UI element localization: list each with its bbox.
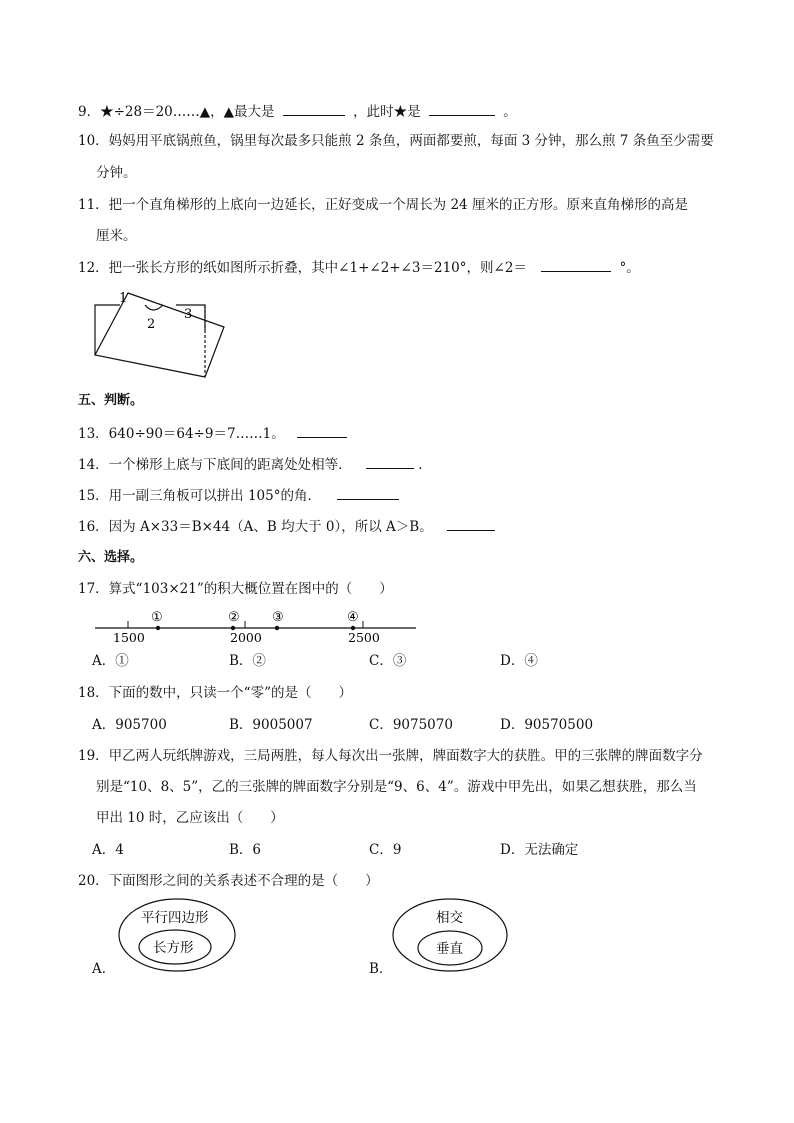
point-2 [231,626,235,630]
option-b-inner-ellipse [418,931,482,965]
question-11-line-2: 厘米。 [96,228,137,244]
q9-text-b: ，此时★是 [353,104,421,120]
q14-text-a: 14．一个梯形上底与下底间的距离处处相等． [78,457,352,473]
angle-label-2: 2 [147,317,156,332]
tick-label-2500: 2500 [348,630,380,645]
q18-option-a[interactable]: A．905700 [92,717,167,733]
q13-blank[interactable] [297,423,347,438]
angle-label-1: 1 [119,291,128,306]
question-18: 18．下面的数中，只读一个“零”的是（ ） [78,685,352,701]
q9-text-c: 。 [503,104,517,120]
question-12 [78,257,640,278]
question-10-line-1: 10．妈妈用平底锅煎鱼，锅里每次最多只能煎 2 条鱼，两面都要煎，每面 3 分钟，那么煎 7 条鱼至少需要 [78,133,714,149]
question-16 [78,516,495,537]
point-label-3: ③ [272,610,284,625]
point-label-4: ④ [347,610,359,625]
question-13 [78,423,347,444]
q15-blank[interactable] [337,485,399,500]
point-3 [275,626,279,630]
q16-text: 16．因为 A×33＝B×44（A、B 均大于 0），所以 A＞B。 [78,519,433,535]
tick-label-1500: 1500 [113,630,145,645]
q19-option-a[interactable]: A．4 [92,842,124,858]
angle-2-arc [145,305,163,310]
q19-option-b[interactable]: B．6 [229,842,262,858]
question-9 [78,101,517,122]
q17-option-b[interactable]: B．② [229,653,266,669]
q13-text: 13．640÷90＝64÷9＝7……1。 [78,426,285,442]
rectangle-outline [95,305,120,355]
q9-blank-2[interactable] [429,101,495,116]
point-label-2: ② [228,610,240,625]
q19-option-c[interactable]: C．9 [369,842,402,858]
q20-option-a-label[interactable]: A． [92,961,116,977]
q14-blank[interactable] [366,454,414,469]
q9-blank-1[interactable] [283,101,345,116]
q12-text-a: 12．把一张长方形的纸如图所示折叠，其中∠1+∠2+∠3＝210°，则∠2＝ [78,260,527,276]
q17-option-d[interactable]: D．④ [500,653,538,669]
q20-option-b-label[interactable]: B． [369,961,393,977]
section-5-title: 五、判断。 [78,393,144,408]
option-b-inner-label: 垂直 [436,941,463,957]
q12-blank[interactable] [541,257,611,272]
q18-option-c[interactable]: C．9075070 [369,717,453,733]
q19-option-d[interactable]: D．无法确定 [500,842,579,858]
folded-flap [95,293,224,377]
point-4 [351,626,355,630]
question-20: 20．下面图形之间的关系表述不合理的是（ ） [78,873,379,889]
rectangle-right-edge [176,305,205,330]
option-b-outer-label: 相交 [436,910,463,926]
question-19-line-1: 19．甲乙两人玩纸牌游戏，三局两胜，每人每次出一张牌，牌面数字大的获胜。甲的三张牌的牌面数字分 [78,748,703,764]
q15-text: 15．用一副三角板可以拼出 105°的角． [78,488,321,504]
question-15 [78,485,399,506]
question-19-line-2: 别是“10、8、5”，乙的三张牌的牌面数字分别是“9、6、4”。游戏中甲先出，如果乙想获胜，那么当 [96,779,697,795]
option-a-outer-ellipse [119,899,235,971]
point-label-1: ① [151,610,163,625]
q12-text-b: °。 [619,260,640,276]
section-6-title: 六、选择。 [78,550,144,565]
question-19-line-3: 甲出 10 时，乙应该出（ ） [96,810,284,826]
q18-option-d[interactable]: D．90570500 [500,717,594,733]
q17-option-c[interactable]: C．③ [369,653,407,669]
tick-label-2000: 2000 [230,630,262,645]
q16-blank[interactable] [447,516,495,531]
point-1 [156,626,160,630]
angle-label-3: 3 [184,307,193,322]
q18-option-b[interactable]: B．9005007 [229,717,313,733]
option-a-inner-label: 长方形 [153,940,194,956]
q9-text-a: 9．★÷28＝20……▲，▲最大是 [78,104,275,120]
question-10-line-2: 分钟。 [96,165,137,181]
question-17: 17．算式“103×21”的积大概位置在图中的（ ） [78,581,393,597]
option-a-outer-label: 平行四边形 [141,910,209,926]
question-14 [78,454,432,475]
question-11-line-1: 11．把一个直角梯形的上底向一边延长，正好变成一个周长为 24 厘米的正方形。原来直角梯形的高是 [78,197,688,213]
option-a-inner-ellipse [139,930,211,964]
option-b-outer-ellipse [393,899,507,971]
q14-text-b: ． [418,457,432,473]
q17-option-a[interactable]: A．① [92,653,129,669]
